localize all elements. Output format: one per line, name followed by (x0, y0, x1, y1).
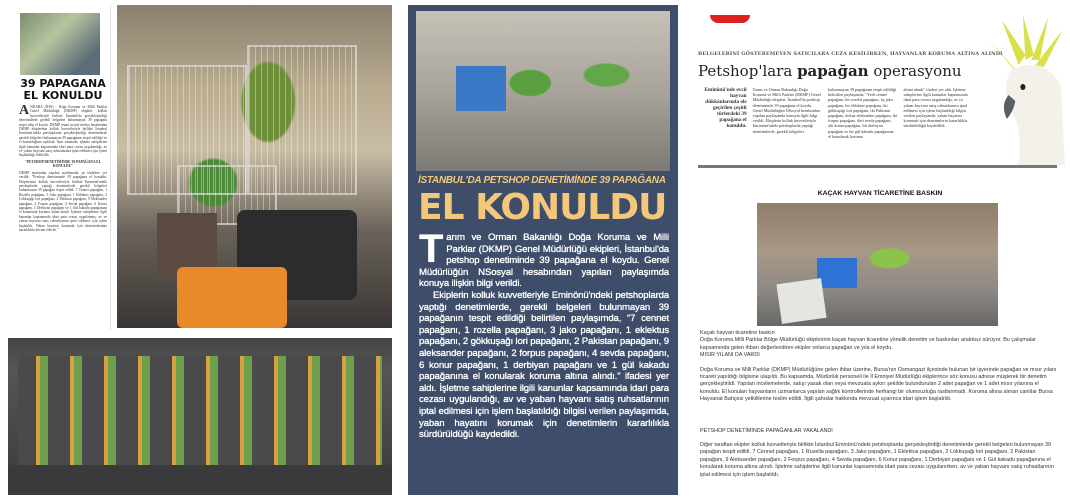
middle-news-clipping (408, 5, 678, 495)
paper-bag (776, 278, 826, 324)
column-2: bulunmayan 39 papağanın tespit edildiği belirtilen paylaşımda, "Yedi cennet papağanı, bir rozella papağanı, üç jako papağanı, bir eklektus papağanı, iki gökkuşağı lori papağanı, iki Pakistan papağanı, dokuz aleksander papağanı, iki forpus papağanı, dört sevda papağanı, altı konur papağanı, bir derbiyan papağanı ve bir gül kakadu papağanına el konularak koruma (828, 87, 898, 139)
clipping-lead: Eminönü'nde evcil hayvan dükkânlarında ele geçirilen çeşitli türlerdeki 39 papağana el konuldu. (704, 87, 747, 129)
clipping-headline: EL KONULDU (418, 187, 667, 228)
cockatoo-photo (985, 15, 1065, 165)
right-web-article (690, 180, 1070, 500)
paragraph-2: Ekiplerin kolluk kuvvetleriyle Eminönü'ndeki petshoplarda yaptığı denetimlerde, gerekli belgeleri bulunmayan 39 papağanın tespit edildiği belirtilen paylaşımda, “7 cennet papağanı, 1 rozella papağanı, 3 jako papağanı, 1 eklektus papağanı, 2 gökkuşağı lori papağanı, 2 Pakistan papağanı, 9 aleksander papağanı, 2 forpus papağanı, 4 sevda papağanı, 6 konur papağanı, 1 derbiyan papağanı ve 1 gül kakadu papağanına el konularak koruma altına alındı.” ifadesi yer aldı. İşletme sahiplerine ilgili kanunlar kapsamında idari para cezası uygulandığı, av ve yaban hayvanı satış ruhsatlarının iptal edilmesi için işlem başlatıldığı bilgisi verilen paylaşımda, yaban hayatını korumak için denetimlerin kararlılıkla sürdürüldüğü kaydedildi. (419, 289, 669, 441)
clipping-body-1: NKARA (İHA) - Doğa Koruma ve Milli Parklar Genel Müdürlüğü (DKMP) ekipleri, kolluk kuvvetleriyle birlikte İstanbul'da gerçekleştirdiği denetimlerde gerekli belgeleri bulunmayan 39 papağanı tespit edip el koydu. DKMP resmi sosyal medya hesabından DKMP ekiplerinin kolluk kuvvetleriyle birlikte İstanbul Eminönü'ndeki petshoplarda gerçekleştirdiği denetimlerde gerekli belgeleri bulunmayan 39 papağanın tespit edildiği ve el konulduğunu açıkladı. Aynı zamanda, işletme sahiplerine ilgili kanunlar kapsamında idari para cezası uygulandığı, av ve yaban hayvanı satış ruhsatlarının iptal edilmesi için işlem başlatıldığı bildirildi. (19, 105, 107, 158)
title-part: operasyonu (868, 62, 962, 80)
clipping-columns (698, 87, 973, 139)
clipping-kicker: İSTANBUL'DA PETSHOP DENETİMİNDE 39 PAPAĞANA (418, 175, 666, 186)
pet-carrier-closeup-photo (8, 338, 392, 495)
clipping-subhead: "PETSHOP DENETİMİNDE 39 PAPAĞANA EL KONULDU" (24, 159, 102, 169)
right-top-news-clipping (695, 15, 1065, 170)
title-part: Petshop'lara (698, 62, 798, 80)
pet-carrier (177, 267, 287, 328)
column-1: Tarım ve Orman Bakanlığı Doğa Koruma ve Milli Parklar (DKMP) Genel Müdürlüğü ekipleri, İstanbul'da petshop denetiminde 39 papağana el koydu. Genel Müdürlüğün NSosyal hesabından yapılan paylaşımda konuyla ilgili bilgi verildi. Ekiplerin kolluk kuvvetleriyle Eminönü'ndeki petshoplarda yaptığı denetimlerde, gerekli belgeleri (752, 87, 821, 134)
article-subhead: MISIR YILANI DA VARDI (700, 352, 760, 359)
article-paragraph: Diğer taraftan ekipler kolluk kuvvetleriyle birlikte İstanbul Eminönü'ndeki petshoplarda gerçekleştirdiği denetimlerde gerekli belgeleri bulunmayan 39 papağan tespit edildi. 7 Cennet papağanı, 1 Rozella papağanı, 3 Jako papağanı, 1 Eklektus papağanı, 2 Lökkuşağı lori papağanı, 2 Pakistan papağanı, 9 Aleksander papağanı, 2 Forpus papağanı, 4 Sevda papağanı, 6 Konur papağanı, 1 Derbiyan papağanı ve 1 Gül kakadu papağanına el konularak koruma altına alındı. İşletme sahiplerine ilgili kanunlar kapsamında idari para cezası uygulanırken, av ve yaban hayvanı satış ruhsatlarının iptal edilmesi için işlem başlatıldı. (700, 442, 1054, 478)
left-news-clipping (15, 5, 111, 330)
blue-cage (456, 66, 506, 111)
divider (698, 165, 1057, 168)
paragraph-1: arım ve Orman Bakanlığı Doğa Koruma ve Milli Parklar (DKMP) Genel Müdürlüğü ekipleri, İstanbul'da petshop denetiminde 39 papağana el koydu. Genel Müdürlüğün NSosyal hesabından yapılan paylaşımda konuya ilişkin bilgi verildi. (419, 232, 669, 290)
seized-parrots-photo (757, 203, 998, 326)
article-paragraph: Doğa Koruma ve Milli Parklar (DKMP) Müdürlüğüne gelen ihbar üzerine, Bursa'nın Osmangazi ilçesinde bulunan bir işyerinde papağan ve mısır yılanı ticareti yapıldığı bilgisine ulaşıldı. Bu kapsamda, Müdürlük personeli ile İl Emniyet Müdürlüğü ekiplerince söz konusu adrese müşterek bir denetim gerçekleştirildi. Yapılan incelemelerde, satışı yasak olan veya mevzuata aykırı şekilde bulundurulan 2 adet papağan ve 1 adet mısır yılanına el konuldu. El konulan hayvanların uzmanlarca yapılan sağlık kontrollerinde herhangi bir olumsuzluğa rastlanmadı. Koruma altına alınan canlılar Bursa Hayvanat Bahçesi yetkililerine teslim edildi. İlgili şahıslar hakkında mevzuat uyarınca idari işlem başlatıldı. (700, 366, 1057, 403)
dropcap: T (419, 227, 444, 271)
clipping-headline (698, 61, 962, 81)
article-line: Doğa Koruma Milli Parklar Bölge Müdürlüğü ekiplerinin kaçak hayvan ticaretine yönelik denetim ve baskınları aralıksız sürüyor. Bu çalışmalar kapsamında gelen ihbarı değerlendiren ekipler onlarca papağan ve yıla el koydu. (700, 337, 1036, 351)
blue-cage (817, 258, 857, 288)
article-line: Kaçak hayvan ticaretine baskın (700, 330, 775, 336)
title-bold: papağan (797, 62, 869, 80)
clipping-thumbnail-photo (20, 13, 100, 75)
red-accent (710, 15, 750, 23)
column-3: altına alındı" ifadesi yer aldı. İşletme sahiplerine ilgili kanunlar kapsamında idari para cezası uygulandığı, av ve yaban hayvanı satış ruhsatlarının iptal edilmesi için işlem başlatıldığı bilgisi verilen paylaşımda, yaban hayatını korumak için denetimlerin kararlılıkla sürdürüldüğü kaydedildi. (903, 87, 968, 129)
carrier-bars (18, 356, 382, 465)
photo-caption: KAÇAK HAYVAN TİCARETİNE BASKIN (817, 190, 943, 197)
parrot-cages-photo (117, 5, 392, 328)
dropcap: A (19, 103, 30, 118)
clipping-body (419, 227, 669, 441)
article-text (700, 330, 1060, 479)
clipping-body (19, 105, 107, 232)
clipping-body-2: DKMP tarafından yapılan açıklamada, şu ifadelere yer verildi: "Petshop denetiminde 39 papağana el konuldu. Ekiplerimiz kolluk kuvvetleriyle birlikte Eminönü'ndeki petshoplarda yaptığı denetimlerde gerekli belgeleri bulunmayan 39 papağan tespit edildi. 7 Cennet papağanı, 1 Rozella papağanı, 3 Jako papağanı, 1 Eklektus papağanı, 2 Lökkuşağı lori papağanı, 2 Pakistan papağanı, 9 Aleksander papağanı, 2 Forpus papağanı, 4 Sevda papağanı, 6 Konur papağanı, 1 Derbiyan papağanı ve 1 Gül kakadu papağanına el konularak koruma altına alındı. İşletme sahiplerine ilgili kanunlar kapsamında idari para cezası uygulanmış, av ve yaban hayvanı satış ruhsatlarının iptal edilmesi için işlem başlatıldı. Yaban hayatını korumak için denetimlerimiz kararlılıkla devam edecek." (19, 170, 107, 232)
article-subhead: PETSHOP DENETİMİNDE PAPAĞANLAR YAKALANDI (700, 427, 833, 434)
clipping-kicker: BELGELERİNİ GÖSTEREMEYEN SATICILARA CEZA KESİLİRKEN, HAYVANLAR KORUMA ALTINA ALINDI (698, 51, 1003, 57)
parrot-cages-photo (416, 11, 670, 171)
carrier-frame (8, 465, 392, 495)
clipping-headline: 39 PAPAGANA EL KONULDU (20, 77, 106, 102)
